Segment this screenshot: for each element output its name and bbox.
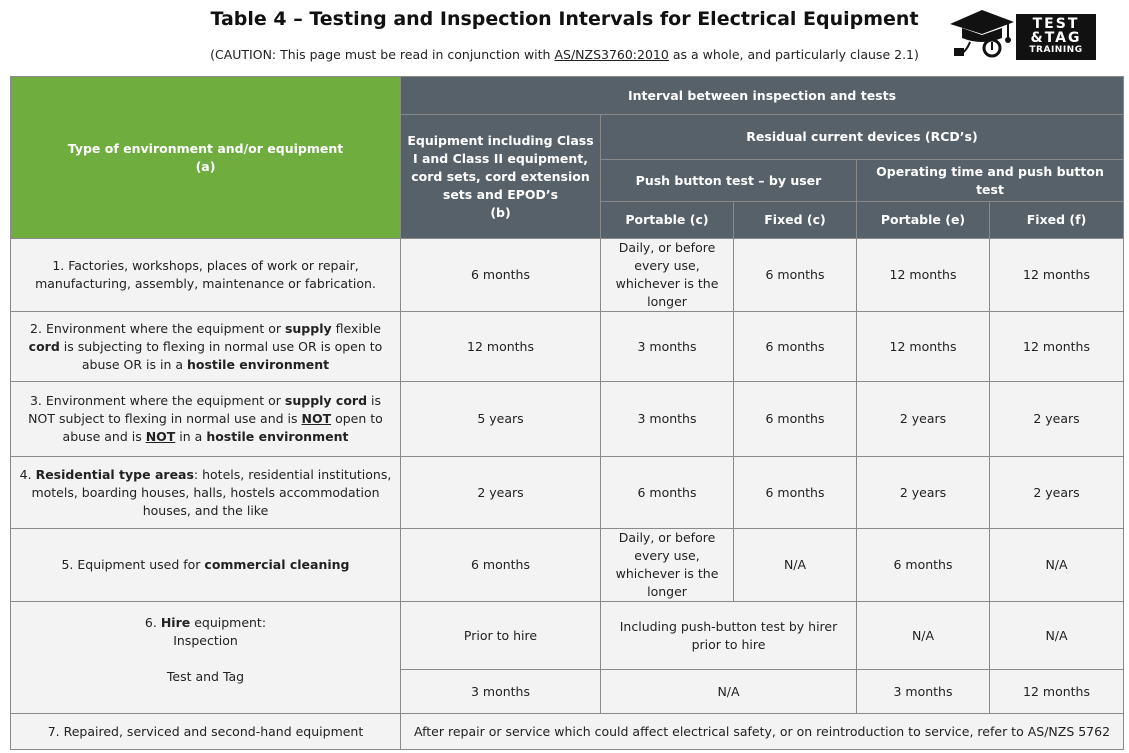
row-3-bold-not-1: NOT	[301, 411, 332, 426]
equipment-column-header	[401, 115, 601, 239]
row-7-note: After repair or service which could affect electrical safety, or on reintroduction to service, refer to AS/NZS 5762	[401, 714, 1124, 750]
row-6-inspection-label: Inspection	[173, 633, 238, 648]
row-5-bold-commercial: commercial cleaning	[204, 557, 350, 572]
row-4-fixed-c: 6 months	[734, 457, 857, 529]
environment-header-label: Type of environment and/or equipment	[67, 140, 344, 156]
row-2-equipment: 12 months	[401, 312, 601, 382]
row-6-test-portable-e: 3 months	[857, 670, 990, 714]
row-6-inspection-equipment: Prior to hire	[401, 602, 601, 670]
table-row	[11, 312, 1124, 382]
push-button-header: Push button test – by user	[601, 160, 857, 202]
row-3-environment	[11, 382, 401, 457]
table-row	[11, 382, 1124, 457]
caution-text-before: (CAUTION: This page must be read in conjunction with	[210, 47, 555, 62]
row-2-bold-cord: cord	[28, 338, 60, 354]
caution-text-after: as a whole, and particularly clause 2.1)	[668, 47, 919, 62]
row-2-text-b: flexible	[331, 320, 381, 336]
table-row	[11, 714, 1124, 750]
table-row	[11, 239, 1124, 312]
row-1-equipment: 6 months	[401, 239, 601, 312]
logo-line-training: TRAINING	[1029, 45, 1083, 55]
row-4-num: 4.	[19, 466, 36, 482]
row-5-equipment: 6 months	[401, 529, 601, 602]
row-6-bold-hire: Hire	[160, 615, 191, 630]
row-4-text: : hotels, residential institutions, motels, boarding houses, halls, hostels accommodation houses, and the like	[31, 466, 392, 518]
environment-header-code: (a)	[195, 158, 216, 174]
row-5-environment	[11, 529, 401, 602]
row-2-text-c: is subjecting to flexing in normal use OR is open to abuse OR is in a	[59, 338, 383, 372]
row-6-text: equipment:	[190, 615, 267, 630]
row-5-text: 5. Equipment used for	[61, 557, 205, 572]
row-1-fixed-f: 12 months	[990, 239, 1124, 312]
row-2-portable-c: 3 months	[601, 312, 734, 382]
standard-link[interactable]: AS/NZS3760:2010	[554, 47, 669, 62]
row-4-portable-c: 6 months	[601, 457, 734, 529]
row-1-num: 1.	[52, 258, 69, 273]
row-4-bold-residential: Residential type areas	[35, 466, 194, 482]
row-6-inspection-push-button: Including push-button test by hirer prior to hire	[601, 602, 857, 670]
row-1-portable-c: Daily, or before every use, whichever is the longer	[601, 239, 734, 312]
row-4-fixed-f: 2 years	[990, 457, 1124, 529]
row-3-text-d: in a	[175, 429, 207, 444]
row-6-test-fixed-f: 12 months	[990, 670, 1124, 714]
row-7-environment: 7. Repaired, serviced and second-hand equipment	[11, 714, 401, 750]
page-title: Table 4 – Testing and Inspection Intervals for Electrical Equipment	[210, 8, 919, 30]
environment-column-header	[11, 77, 401, 239]
table-row	[11, 457, 1124, 529]
operating-time-header: Operating time and push button test	[857, 160, 1124, 202]
row-2-bold-supply: supply	[284, 320, 332, 336]
row-6-test-equipment: 3 months	[401, 670, 601, 714]
row-5-portable-e: 6 months	[857, 529, 990, 602]
row-1-text: Factories, workshops, places of work or repair, manufacturing, assembly, maintenance or fabrication.	[35, 258, 376, 291]
row-3-text-c: open to abuse and is	[62, 411, 383, 444]
row-3-portable-e: 2 years	[857, 382, 990, 457]
row-6-test-push-button: N/A	[601, 670, 857, 714]
row-6-environment	[11, 602, 401, 714]
row-3-equipment: 5 years	[401, 382, 601, 457]
table-row	[11, 602, 1124, 670]
equipment-header-code: (b)	[490, 204, 511, 220]
row-2-portable-e: 12 months	[857, 312, 990, 382]
row-3-text-b: is NOT subject to flexing in normal use and is	[28, 393, 382, 426]
row-3-text-a: 3. Environment where the equipment or	[29, 393, 285, 408]
row-6-inspection-fixed-f: N/A	[990, 602, 1124, 670]
row-3-bold-not-2: NOT	[145, 429, 176, 444]
portable-e-header: Portable (e)	[857, 202, 990, 239]
row-1-fixed-c: 6 months	[734, 239, 857, 312]
row-3-bold-hostile: hostile environment	[206, 429, 349, 444]
fixed-c-header: Fixed (c)	[734, 202, 857, 239]
row-5-fixed-f: N/A	[990, 529, 1124, 602]
row-4-equipment: 2 years	[401, 457, 601, 529]
interval-header: Interval between inspection and tests	[401, 77, 1124, 115]
row-4-portable-e: 2 years	[857, 457, 990, 529]
row-5-fixed-c: N/A	[734, 529, 857, 602]
logo-line-test: TEST	[1032, 16, 1080, 32]
row-3-bold-supply-cord: supply cord	[284, 393, 368, 408]
row-1-portable-e: 12 months	[857, 239, 990, 312]
row-6-inspection-portable-e: N/A	[857, 602, 990, 670]
equipment-header-label: Equipment including Class I and Class II equipment, cord sets, cord extension sets and EPOD’s	[407, 132, 594, 202]
row-3-fixed-c: 6 months	[734, 382, 857, 457]
rcd-header: Residual current devices (RCD’s)	[601, 115, 1124, 160]
portable-c-header: Portable (c)	[601, 202, 734, 239]
row-2-fixed-c: 6 months	[734, 312, 857, 382]
table-row	[11, 529, 1124, 602]
row-3-fixed-f: 2 years	[990, 382, 1124, 457]
row-1-environment	[11, 239, 401, 312]
row-3-portable-c: 3 months	[601, 382, 734, 457]
row-6-test-tag-label: Test and Tag	[166, 669, 245, 684]
row-4-environment	[11, 457, 401, 529]
logo-wordmark	[1016, 14, 1096, 60]
fixed-f-header: Fixed (f)	[990, 202, 1124, 239]
row-2-fixed-f: 12 months	[990, 312, 1124, 382]
row-2-text-a: 2. Environment where the equipment or	[30, 320, 285, 336]
logo-line-tag: &TAG	[1030, 30, 1082, 46]
row-2-bold-hostile: hostile environment	[187, 356, 330, 372]
intervals-table	[10, 76, 1124, 750]
row-6-num: 6.	[144, 615, 161, 630]
row-5-portable-c: Daily, or before every use, whichever is the longer	[601, 529, 734, 602]
row-2-environment	[11, 312, 401, 382]
